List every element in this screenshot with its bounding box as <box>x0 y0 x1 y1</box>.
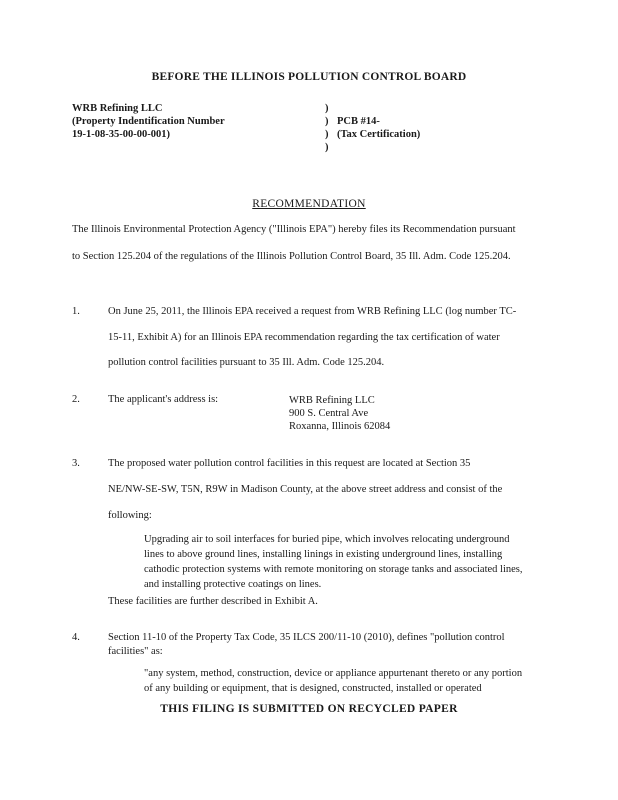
paragraph-1-line: On June 25, 2011, the Illinois EPA received a request from WRB Refining LLC (log number TC- <box>108 306 517 317</box>
exhibit-reference: These facilities are further described in Exhibit A. <box>108 596 318 607</box>
address-line: WRB Refining LLC <box>289 395 375 406</box>
paragraph-number: 3. <box>72 458 80 469</box>
paragraph-3-line: NE/NW-SE-SW, T5N, R9W in Madison County, at the above street address and consist of the <box>108 484 503 495</box>
applicant-address-label: The applicant's address is: <box>108 394 219 405</box>
paragraph-number: 2. <box>72 394 80 405</box>
caption-party: WRB Refining LLC <box>72 103 163 114</box>
applicant-address <box>289 394 390 433</box>
case-type: (Tax Certification) <box>337 129 421 140</box>
address-line: Roxanna, Illinois 62084 <box>289 421 391 432</box>
paragraph-1-line: pollution control facilities pursuant to 35 Ill. Adm. Code 125.204. <box>108 357 385 368</box>
caption-right <box>337 115 420 141</box>
caption-paren: ) <box>325 129 329 140</box>
recycled-paper-footer: THIS FILING IS SUBMITTED ON RECYCLED PAPER <box>160 703 458 715</box>
paragraph-4-line: facilities" as: <box>108 646 163 657</box>
caption-paren: ) <box>325 142 329 153</box>
paragraph-4-line: Section 11-10 of the Property Tax Code, 35 ILCS 200/11-10 (2010), defines "pollution control <box>108 632 505 643</box>
caption-paren: ) <box>325 103 329 114</box>
caption-pin-label: (Property Indentification Number <box>72 116 225 127</box>
intro-line: to Section 125.204 of the regulations of the Illinois Pollution Control Board, 35 Ill. Adm. Code 125.204. <box>72 251 511 262</box>
address-line: 900 S. Central Ave <box>289 408 369 419</box>
paragraph-3-line: following: <box>108 510 152 521</box>
recommendation-heading: RECOMMENDATION <box>252 198 366 210</box>
paragraph-3-line: The proposed water pollution control facilities in this request are located at Section 35 <box>108 458 471 469</box>
paragraph-number: 1. <box>72 306 80 317</box>
caption-parens <box>325 102 329 154</box>
document-title: BEFORE THE ILLINOIS POLLUTION CONTROL BOARD <box>151 71 467 83</box>
case-number: PCB #14- <box>337 116 380 127</box>
intro-line: The Illinois Environmental Protection Agency ("Illinois EPA") hereby files its Recommendation pursuant <box>72 224 516 235</box>
paragraph-number: 4. <box>72 632 80 643</box>
caption-left <box>72 102 225 141</box>
caption-pin-number: 19-1-08-35-00-00-001) <box>72 129 170 140</box>
caption-paren: ) <box>325 116 329 127</box>
paragraph-1-line: 15-11, Exhibit A) for an Illinois EPA recommendation regarding the tax certification of water <box>108 332 500 343</box>
statutory-quote: "any system, method, construction, device or appliance appurtenant thereto or any portion of any building or equipment, that is designed, constructed, installed or operated <box>144 668 523 694</box>
facility-description: Upgrading air to soil interfaces for buried pipe, which involves relocating underground lines to above ground lines, installing linings in existing underground lines, installing cathodic protection systems with remote monitoring on storage tanks and associated lines, and installing protective coatings on lines. <box>144 534 523 590</box>
